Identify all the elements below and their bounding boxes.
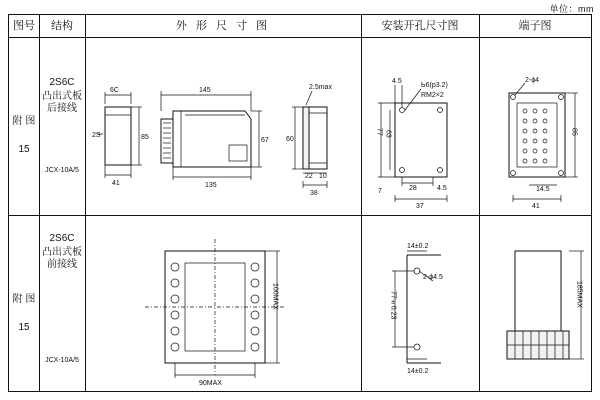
dim-7: 7 — [378, 188, 382, 195]
dim-185max: 185MAX — [575, 281, 583, 308]
header-structure: 结构 — [51, 20, 73, 32]
row1-id-label: 附 图 — [12, 116, 36, 127]
dim-14bot: 14±0.2 — [407, 368, 429, 375]
dim-135: 135 — [205, 182, 217, 189]
drawing-table — [8, 14, 592, 392]
header-outline: 外 形 尺 寸 图 — [175, 20, 271, 32]
unit-note: 单位：mm — [549, 4, 594, 14]
dim-14top: 14±0.2 — [407, 243, 429, 250]
row2-structure-model: 2S6C — [49, 233, 75, 244]
dim-2phi45: 2-ϕ4.5 — [423, 274, 443, 281]
header-panel: 安装开孔尺寸图 — [381, 20, 459, 32]
dim-63: 63 — [384, 130, 392, 138]
dim-41b: 41 — [532, 203, 540, 210]
dim-2s: 2S — [92, 132, 101, 139]
row2-terminal-drawing — [9, 15, 593, 393]
dim-28: 28 — [409, 185, 417, 192]
dim-10: 10 — [319, 173, 327, 180]
header-terminal: 端子图 — [518, 20, 552, 32]
dim-45-bot: 4.5 — [437, 185, 447, 192]
dim-85-term: 85 — [570, 128, 578, 136]
dim-41: 41 — [112, 180, 120, 187]
dim-145b: 14.5 — [536, 186, 550, 193]
dim-37: 37 — [416, 203, 424, 210]
dim-45-top: 4.5 — [392, 78, 402, 85]
row1-id-number: 15 — [18, 144, 30, 155]
dim-38: 38 — [310, 190, 318, 197]
row2-id-number: 15 — [18, 322, 30, 333]
header-id: 图号 — [13, 20, 35, 32]
row1-structure-desc: 凸出式板后接线 — [42, 91, 82, 114]
dim-145: 145 — [199, 87, 211, 94]
dim-67: 67 — [261, 137, 269, 144]
row2-structure-code: JCX-10A/5 — [45, 357, 79, 364]
dim-100max: 100MAX — [271, 283, 279, 310]
dim-6c: 6C — [110, 87, 119, 94]
row1-structure-model: 2S6C — [49, 77, 75, 88]
row2-id-label: 附 图 — [12, 294, 36, 305]
dim-77023: 77±0.23 — [389, 291, 397, 320]
row1-structure-code: JCX-10A/5 — [45, 167, 79, 174]
dim-25max: 2.5max — [309, 84, 332, 91]
dim-77: 77 — [375, 128, 383, 136]
dim-phi6: Ƅ6(p3.2) — [421, 82, 448, 89]
dim-60: 60 — [286, 136, 294, 143]
row2-structure-desc: 凸出式板前接线 — [42, 247, 82, 270]
dim-2phi4: 2-ϕ4 — [525, 77, 540, 84]
dim-22: 22 — [305, 173, 313, 180]
dim-85: 85 — [141, 134, 149, 141]
dim-90max: 90MAX — [199, 380, 222, 387]
dim-rm2: RM2×2 — [421, 92, 444, 99]
